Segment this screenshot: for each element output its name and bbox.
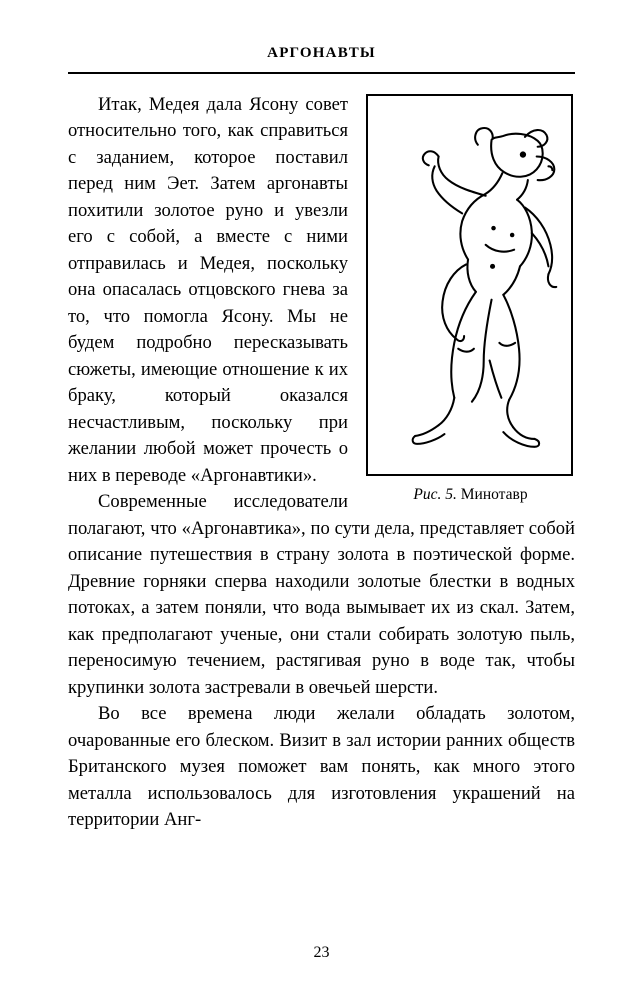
figure-frame bbox=[366, 94, 573, 476]
figure-caption-text: Минотавр bbox=[460, 486, 528, 503]
paragraph-3: Во все времена люди желали обладать золотом, очарованные его блеском. Визит в зал истории ранних обществ Британского музея поможет вам понять, как много этого металла использовалось для изготовления украшений на территории Анг- bbox=[68, 703, 575, 831]
figure-caption bbox=[366, 486, 575, 504]
figure-block bbox=[366, 94, 575, 504]
page-footer bbox=[0, 944, 643, 962]
running-head bbox=[68, 44, 575, 62]
paragraph-2: Современные исследователи полагают, что «Аргонавтика», по сути дела, представляет собой описание путешествия в страну золота в поэтической форме. Древние горняки сперва находили золотые блестки в водных потоках, а затем поняли, что вода вымывает их из скал. Затем, как предполагают ученые, они стали собирать золотую пыль, переносимую течением, растягивая руно в воде так, чтобы крупинки золота застревали в овечьей шерсти. bbox=[68, 491, 575, 698]
page-number: 23 bbox=[313, 944, 330, 961]
paragraph-1: Итак, Медея дала Ясону совет относительно того, как справиться с заданием, которое поставил перед ним Эет. Затем аргонавты похитили золотое руно и увезли его с собой, а вместе с ними отправилась и Медея, поскольку она опасалась отцовского гнева за то, что помогла Ясону. Мы не будем подробно пересказывать сюжеты, имеющие отношение к их браку, который оказался несчастливым, поскольку при желании любой может прочесть о них в переводе «Аргонавтики». bbox=[68, 94, 348, 486]
minotaur-icon bbox=[368, 96, 571, 474]
header-divider bbox=[68, 72, 575, 74]
figure-number: Рис. 5. bbox=[413, 486, 457, 503]
running-head-title: АРГОНАВТЫ bbox=[267, 45, 376, 61]
page-content bbox=[68, 92, 575, 834]
